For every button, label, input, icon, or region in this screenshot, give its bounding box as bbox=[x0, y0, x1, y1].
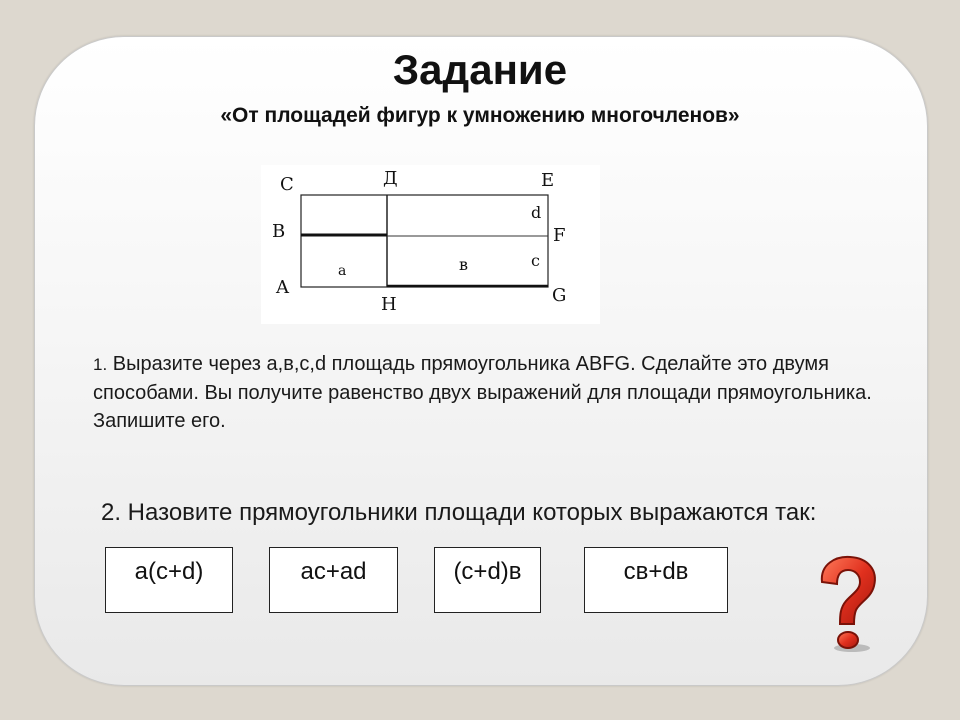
point-d-label: Д bbox=[383, 168, 398, 189]
point-a-label: A bbox=[276, 277, 289, 298]
expression-box-3: (c+d)в bbox=[434, 547, 541, 613]
expression-box-1: a(c+d) bbox=[105, 547, 233, 613]
segment-c-label: c bbox=[531, 251, 540, 270]
point-h-label: H bbox=[381, 294, 397, 315]
segment-b-label: в bbox=[459, 255, 469, 274]
page-subtitle: «От площадей фигур к умножению многочленов» bbox=[220, 104, 740, 127]
point-g-label: G bbox=[552, 285, 567, 306]
point-e-label: E bbox=[541, 170, 555, 191]
task-1-text bbox=[93, 350, 883, 435]
point-f-label: F bbox=[553, 225, 566, 246]
page-title: Задание bbox=[392, 46, 568, 93]
segment-d-label: d bbox=[531, 203, 542, 222]
segment-a-label: a bbox=[338, 263, 347, 279]
task-2-text: 2. Назовите прямоугольники площади которых выражаются так: bbox=[101, 499, 817, 526]
task-1-body: Выразите через a,в,c,d площадь прямоугольника ABFG. Сделайте это двумя способами. Вы получите равенство двух выражений для площади прямоугольника. Запишите его. bbox=[93, 353, 872, 432]
expression-box-2: ac+ad bbox=[269, 547, 398, 613]
task-1-number: 1. bbox=[93, 355, 108, 374]
expression-box-4: cв+dв bbox=[584, 547, 728, 613]
question-mark-icon bbox=[812, 552, 884, 656]
point-b-label: B bbox=[272, 221, 286, 242]
point-c-label: C bbox=[280, 174, 294, 195]
rectangle-diagram bbox=[261, 165, 600, 324]
